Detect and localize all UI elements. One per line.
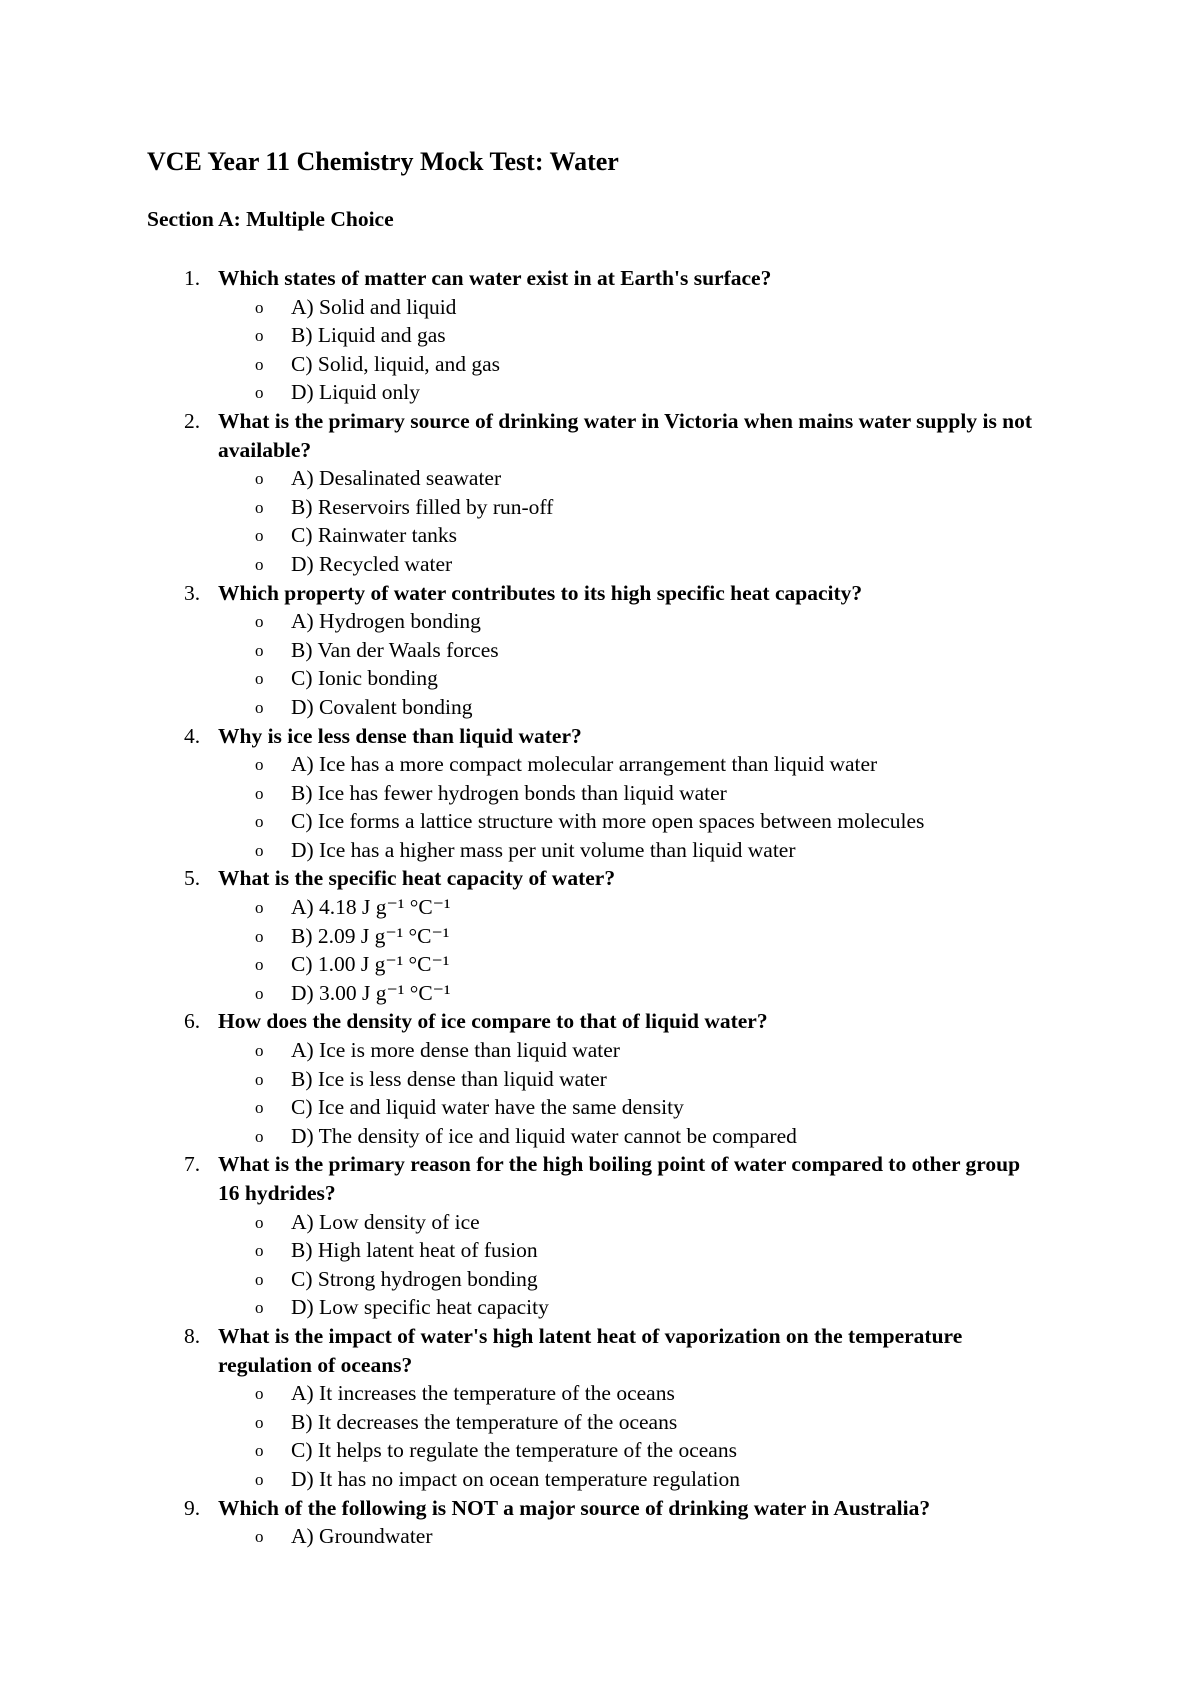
hollow-bullet-icon: o <box>255 669 264 689</box>
hollow-bullet-icon: o <box>255 1069 264 1089</box>
answer-option-text: B) High latent heat of fusion <box>291 1238 538 1263</box>
answer-option <box>0 521 1200 550</box>
question-number: 7. <box>184 1152 201 1177</box>
question-9 <box>0 1494 1200 1551</box>
answer-option-text: D) Low specific heat capacity <box>291 1295 549 1320</box>
question-text: What is the specific heat capacity of water? <box>218 866 616 891</box>
answer-option-text: C) Ice forms a lattice structure with more open spaces between molecules <box>291 809 925 834</box>
hollow-bullet-icon: o <box>255 612 264 632</box>
answer-option <box>0 779 1200 808</box>
hollow-bullet-icon: o <box>255 697 264 717</box>
answer-option <box>0 893 1200 922</box>
answer-option-text: A) 4.18 J g⁻¹ °C⁻¹ <box>291 895 451 920</box>
answer-option-text: C) Solid, liquid, and gas <box>291 351 501 376</box>
answer-options <box>0 1208 1200 1322</box>
answer-option <box>0 1065 1200 1094</box>
answer-option <box>0 693 1200 722</box>
answer-option <box>0 350 1200 379</box>
answer-option <box>0 1093 1200 1122</box>
hollow-bullet-icon: o <box>255 783 264 803</box>
answer-option <box>0 493 1200 522</box>
answer-option-text: A) Desalinated seawater <box>291 466 502 491</box>
question-number: 5. <box>184 866 201 891</box>
question-3 <box>0 579 1200 722</box>
question-number: 6. <box>184 1009 201 1034</box>
answer-option-text: C) Ice and liquid water have the same density <box>291 1095 684 1120</box>
answer-option-text: B) Ice has fewer hydrogen bonds than liquid water <box>291 780 727 805</box>
question-text: Why is ice less dense than liquid water? <box>218 723 582 748</box>
answer-option-text: A) It increases the temperature of the oceans <box>291 1381 675 1406</box>
hollow-bullet-icon: o <box>255 497 264 517</box>
answer-option-text: D) It has no impact on ocean temperature regulation <box>291 1466 740 1491</box>
hollow-bullet-icon: o <box>255 554 264 574</box>
hollow-bullet-icon: o <box>255 354 264 374</box>
answer-option-text: D) The density of ice and liquid water cannot be compared <box>291 1123 797 1148</box>
hollow-bullet-icon: o <box>255 1241 264 1261</box>
hollow-bullet-icon: o <box>255 326 264 346</box>
answer-option <box>0 1036 1200 1065</box>
answer-option-text: D) Covalent bonding <box>291 694 473 719</box>
hollow-bullet-icon: o <box>255 755 264 775</box>
hollow-bullet-icon: o <box>255 1098 264 1118</box>
answer-option <box>0 464 1200 493</box>
answer-option <box>0 1436 1200 1465</box>
hollow-bullet-icon: o <box>255 297 264 317</box>
answer-option <box>0 293 1200 322</box>
hollow-bullet-icon: o <box>255 898 264 918</box>
question-number: 8. <box>184 1323 201 1348</box>
hollow-bullet-icon: o <box>255 640 264 660</box>
answer-options <box>0 893 1200 1007</box>
answer-option-text: C) Rainwater tanks <box>291 523 457 548</box>
answer-option-text: A) Hydrogen bonding <box>291 609 481 634</box>
answer-option-text: B) Reservoirs filled by run-off <box>291 494 554 519</box>
question-number: 4. <box>184 723 201 748</box>
hollow-bullet-icon: o <box>255 1441 264 1461</box>
answer-option <box>0 979 1200 1008</box>
answer-option <box>0 836 1200 865</box>
answer-option-text: A) Ice is more dense than liquid water <box>291 1038 620 1063</box>
answer-option-text: B) Van der Waals forces <box>291 637 499 662</box>
hollow-bullet-icon: o <box>255 526 264 546</box>
question-1 <box>0 264 1200 407</box>
answer-options <box>0 293 1200 407</box>
answer-option <box>0 750 1200 779</box>
answer-option <box>0 1236 1200 1265</box>
hollow-bullet-icon: o <box>255 812 264 832</box>
question-4 <box>0 722 1200 865</box>
hollow-bullet-icon: o <box>255 840 264 860</box>
question-text: How does the density of ice compare to that of liquid water? <box>218 1009 768 1034</box>
question-7 <box>0 1150 1200 1322</box>
answer-option-text: C) Strong hydrogen bonding <box>291 1266 538 1291</box>
answer-option-text: D) 3.00 J g⁻¹ °C⁻¹ <box>291 980 451 1005</box>
answer-option-text: B) 2.09 J g⁻¹ °C⁻¹ <box>291 923 450 948</box>
hollow-bullet-icon: o <box>255 1412 264 1432</box>
answer-option <box>0 1379 1200 1408</box>
answer-option-text: B) Liquid and gas <box>291 323 446 348</box>
question-list <box>0 264 1200 1551</box>
question-number: 9. <box>184 1495 201 1520</box>
hollow-bullet-icon: o <box>255 469 264 489</box>
hollow-bullet-icon: o <box>255 1527 264 1547</box>
answer-option <box>0 378 1200 407</box>
answer-option-text: D) Liquid only <box>291 380 420 405</box>
question-number: 2. <box>184 408 201 433</box>
question-text: What is the impact of water's high latent heat of vaporization on the temperature regulation of oceans? <box>218 1323 963 1377</box>
answer-option <box>0 1465 1200 1494</box>
answer-option <box>0 922 1200 951</box>
question-2 <box>0 407 1200 579</box>
answer-option <box>0 1293 1200 1322</box>
answer-option-text: B) It decreases the temperature of the oceans <box>291 1409 678 1434</box>
answer-option-text: A) Ice has a more compact molecular arrangement than liquid water <box>291 752 878 777</box>
answer-option-text: C) 1.00 J g⁻¹ °C⁻¹ <box>291 952 450 977</box>
section-heading: Section A: Multiple Choice <box>147 207 394 231</box>
answer-option-text: A) Groundwater <box>291 1524 433 1549</box>
question-text: Which of the following is NOT a major source of drinking water in Australia? <box>218 1495 931 1520</box>
answer-option-text: C) Ionic bonding <box>291 666 438 691</box>
question-number: 1. <box>184 266 201 290</box>
answer-options <box>0 464 1200 578</box>
hollow-bullet-icon: o <box>255 1041 264 1061</box>
answer-option <box>0 950 1200 979</box>
hollow-bullet-icon: o <box>255 1269 264 1289</box>
answer-options <box>0 607 1200 721</box>
answer-option <box>0 664 1200 693</box>
answer-option-text: C) It helps to regulate the temperature of the oceans <box>291 1438 737 1463</box>
answer-option-text: D) Recycled water <box>291 551 453 576</box>
hollow-bullet-icon: o <box>255 983 264 1003</box>
hollow-bullet-icon: o <box>255 1384 264 1404</box>
answer-option-text: B) Ice is less dense than liquid water <box>291 1066 607 1091</box>
hollow-bullet-icon: o <box>255 1212 264 1232</box>
question-text: What is the primary source of drinking water in Victoria when mains water supply is not available? <box>218 408 1033 462</box>
hollow-bullet-icon: o <box>255 1469 264 1489</box>
answer-option <box>0 636 1200 665</box>
answer-option <box>0 607 1200 636</box>
question-text: Which states of matter can water exist in at Earth's surface? <box>218 266 772 290</box>
answer-option <box>0 1122 1200 1151</box>
answer-options <box>0 750 1200 864</box>
answer-option <box>0 1265 1200 1294</box>
answer-option-text: A) Solid and liquid <box>291 294 457 319</box>
hollow-bullet-icon: o <box>255 1298 264 1318</box>
hollow-bullet-icon: o <box>255 926 264 946</box>
answer-option <box>0 1408 1200 1437</box>
question-6 <box>0 1007 1200 1150</box>
hollow-bullet-icon: o <box>255 383 264 403</box>
answer-option <box>0 807 1200 836</box>
answer-options <box>0 1036 1200 1150</box>
answer-option-text: A) Low density of ice <box>291 1209 480 1234</box>
hollow-bullet-icon: o <box>255 955 264 975</box>
question-5 <box>0 864 1200 1007</box>
question-number: 3. <box>184 580 201 605</box>
answer-option <box>0 550 1200 579</box>
answer-option <box>0 321 1200 350</box>
answer-options <box>0 1379 1200 1493</box>
answer-option-text: D) Ice has a higher mass per unit volume than liquid water <box>291 837 796 862</box>
answer-option <box>0 1522 1200 1551</box>
answer-option <box>0 1208 1200 1237</box>
question-text: Which property of water contributes to its high specific heat capacity? <box>218 580 863 605</box>
question-text: What is the primary reason for the high boiling point of water compared to other group 16 hydrides? <box>218 1152 1021 1205</box>
answer-options <box>0 1522 1200 1551</box>
page-title: VCE Year 11 Chemistry Mock Test: Water <box>147 147 619 176</box>
hollow-bullet-icon: o <box>255 1126 264 1146</box>
question-8 <box>0 1322 1200 1494</box>
